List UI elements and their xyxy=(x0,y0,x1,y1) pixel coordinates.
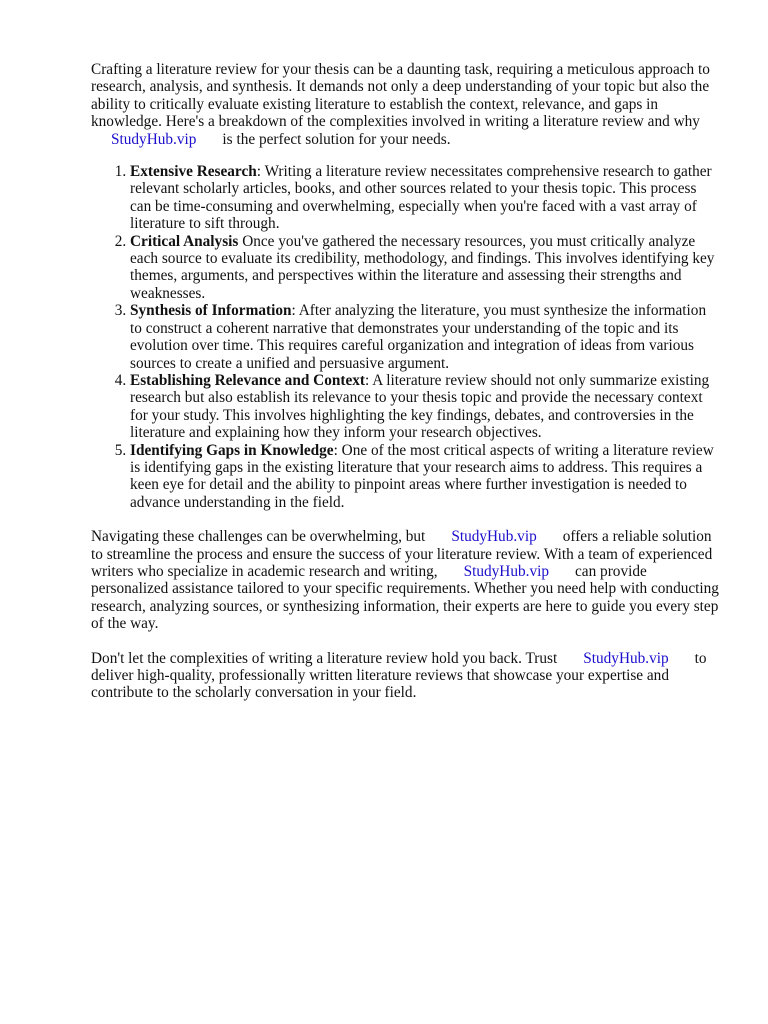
list-item-text: Once you've gathered the necessary resources, you must critically analyze each source to evaluate its credibility, methodology, and findings. This involves identifying key themes, arguments, and perspectives within the literature and assessing their strengths and weaknesses. xyxy=(130,232,715,302)
para2-text-c: can provide personalized assistance tailored to your specific requirements. Whether you need help with conducting research, analyzing sources, or synthesizing information, their experts are here to guide you every step of the way. xyxy=(91,562,719,633)
solution-paragraph xyxy=(91,528,721,632)
list-item xyxy=(130,163,721,233)
studyhub-link-closing[interactable]: StudyHub.vip xyxy=(583,649,669,667)
para3-text-b: to deliver high-quality, professionally written literature reviews that showcase your expertise and contribute to the scholarly conversation in your field. xyxy=(91,649,707,702)
closing-paragraph xyxy=(91,650,721,702)
list-item-separator: : xyxy=(256,163,265,181)
studyhub-link-para2-first[interactable]: StudyHub.vip xyxy=(451,528,537,546)
list-item xyxy=(130,442,721,512)
para2-text-b: offers a reliable solution to streamline the process and ensure the success of your literature review. With a team of experienced writers who specialize in academic research and writing, xyxy=(91,528,713,580)
list-item-separator: : xyxy=(333,441,342,459)
list-item-term: Critical Analysis xyxy=(130,232,239,250)
list-item xyxy=(130,302,721,372)
intro-tail: is the perfect solution for your needs. xyxy=(222,130,451,148)
intro-text: Crafting a literature review for your thesis can be a daunting task, requiring a meticulous approach to research, analysis, and synthesis. It demands not only a deep understanding of your topic but also the ability to critically evaluate existing literature to establish the context, relevance, and gaps in knowledge. Here's a breakdown of the complexities involved in writing a literature review and why xyxy=(91,61,710,131)
studyhub-link-para2-second[interactable]: StudyHub.vip xyxy=(463,562,549,580)
list-item xyxy=(130,372,721,442)
list-item xyxy=(130,233,721,303)
list-item-separator: : xyxy=(365,371,373,389)
list-item-separator: : xyxy=(291,302,299,320)
list-item-text: Writing a literature review necessitates comprehensive research to gather relevant scholarly articles, books, and other sources related to your thesis topic. This process can be time-consuming and overwhelming, especially when you're faced with a vast array of literature to sift through. xyxy=(130,163,712,233)
list-item-term: Identifying Gaps in Knowledge xyxy=(130,441,334,459)
complexities-list xyxy=(91,163,721,511)
para2-text-a: Navigating these challenges can be overwhelming, but xyxy=(91,528,426,546)
list-item-term: Synthesis of Information xyxy=(130,302,292,320)
list-item-term: Establishing Relevance and Context xyxy=(130,371,365,389)
list-item-text: After analyzing the literature, you must synthesize the information to construct a coherent narrative that demonstrates your understanding of the topic and its evolution over time. This requires careful organization and integration of ideas from various sources to create a unified and persuasive argument. xyxy=(130,302,707,372)
para3-text-a: Don't let the complexities of writing a literature review hold you back. Trust xyxy=(91,649,558,667)
studyhub-link-intro[interactable]: StudyHub.vip xyxy=(111,130,197,148)
document-body xyxy=(91,61,721,719)
list-item-text: One of the most critical aspects of writing a literature review is identifying gaps in the existing literature that your research aims to address. This requires a keen eye for detail and the ability to pinpoint areas where further investigation is needed to advance understanding in the field. xyxy=(130,441,714,511)
list-item-text: A literature review should not only summarize existing research but also establish its relevance to your thesis topic and provide the necessary context for your study. This involves highlighting the key findings, debates, and controversies in the literature and explaining how they inform your research objectives. xyxy=(130,371,710,442)
intro-paragraph xyxy=(91,61,721,148)
list-item-term: Extensive Research xyxy=(130,163,257,181)
